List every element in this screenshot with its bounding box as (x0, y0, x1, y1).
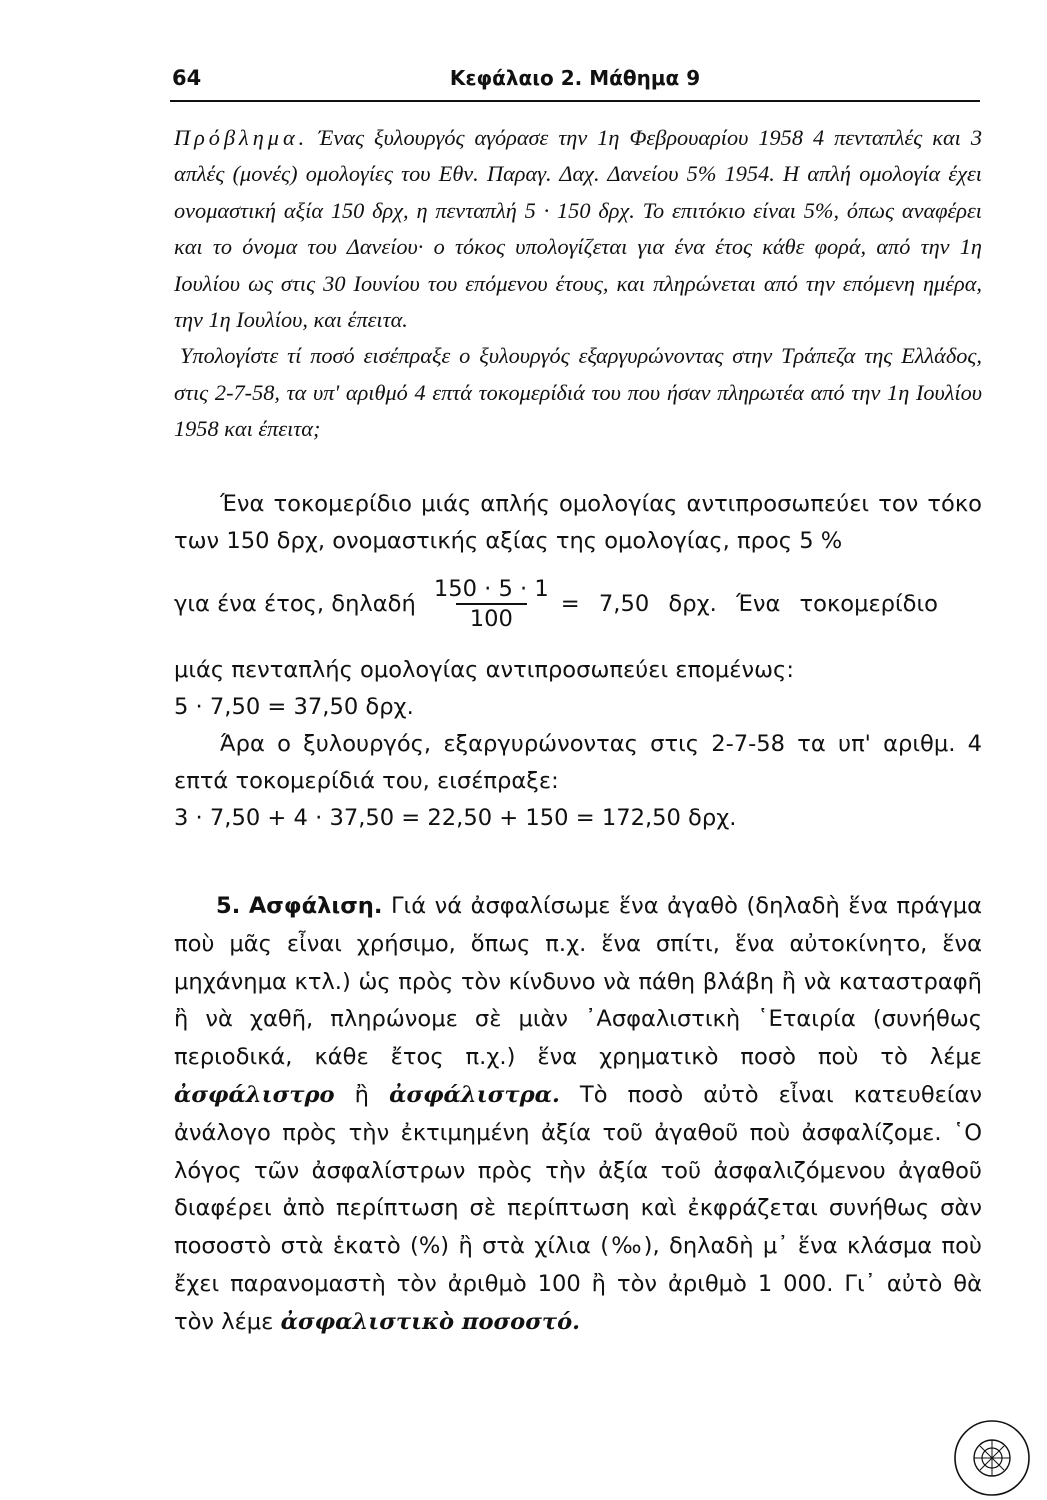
page-number: 64 (172, 66, 202, 90)
fraction-line (174, 556, 982, 652)
fraction (428, 575, 555, 633)
term-asfalistra: ἀσφάλιστρα. (389, 1081, 560, 1108)
fraction-lead-text: για ένα έτος, δηλαδή (174, 590, 416, 617)
running-head: Κεφάλαιο 2. Μάθημα 9 (449, 66, 701, 90)
solution-paragraph-1: Ένα τοκομερίδιο μιάς απλής ομολογίας αντιπροσωπεύει τον τόκο των 150 δρχ, ονομαστικής αξίας της ομολογίας, προς 5 % (174, 491, 982, 554)
section-number: 5. (216, 893, 241, 919)
solution-paragraph-3: Άρα ο ξυλουργός, εξαργυρώνοντας στις 2-7-58 τα υπ' αριθμ. 4 επτά τοκομερίδιά του, εισέπραξε: (174, 731, 982, 794)
page-header (170, 66, 980, 102)
section-5 (174, 888, 982, 1342)
foundation-seal-icon (952, 1418, 1032, 1498)
solution-paragraph-2: μιάς πενταπλής ομολογίας αντιπροσωπεύει επομένως: (174, 657, 794, 683)
fraction-denominator: 100 (456, 603, 527, 633)
section-text-3: Τὸ ποσὸ αὐτὸ εἶναι κατευθείαν ἀνάλογο πρὸς τὴν ἐκτιμημένη ἀξία τοῦ ἀγαθοῦ ποὺ ἀσφαλίζομε. ῾Ο λόγος τῶν ἀσφαλίστρων πρὸς τὴν ἀξία τοῦ ἀσφαλιζόμενου ἀγαθοῦ διαφέρει ἀπὸ περίπτωση σὲ περίπτωση καὶ ἐκφράζεται συνήθως σὰν ποσοστὸ στὰ ἑκατὸ (%) ἢ στὰ χίλια (‰), δηλαδὴ μ᾿ ἕνα κλάσμα ποὺ ἔχει παρανομαστὴ τὸν ἀριθμὸ 100 ἢ τὸν ἀριθμὸ 1 000. Γι᾿ αὐτὸ θὰ τὸν λέμε (174, 1081, 983, 1335)
term-asfalistro: ἀσφάλιστρο (174, 1081, 335, 1108)
problem-label: Πρόβλημα. (174, 125, 309, 150)
term-asfalistiko-pososto: ἀσφαλιστικὸ ποσοστό. (280, 1308, 581, 1335)
problem-question: Υπολογίστε τί ποσό εισέπραξε ο ξυλουργός εξαργυρώνοντας στην Τράπεζα της Ελλάδος, στις 2-7-58, τα υπ' αριθμό 4 επτά τοκομερίδιά του που ήσαν πληρωτέα από την 1η Ιουλίου 1958 και έπειτα; (174, 343, 982, 442)
section-text-2: ἢ (354, 1081, 369, 1108)
problem-block (174, 120, 982, 448)
problem-text: Ένας ξυλουργός αγόρασε την 1η Φεβρουαρίου 1958 4 πενταπλές και 3 απλές (μονές) ομολογίες του Εθν. Παραγ. Δαχ. Δανείου 5% 1954. Η απλή ομολογία έχει ονομαστική αξία 150 δρχ, η πενταπλή 5 · 150 δρχ. Το επιτόκιο είναι 5%, όπως αναφέρει και το όνομα του Δανείου· ο τόκος υπολογίζεται για ένα έτος κάθε φορά, από την 1η Ιουλίου ως στις 30 Ιουνίου του επόμενου έτους, και πληρώνεται από την επόμενη ημέρα, την 1η Ιουλίου, και έπειτα. (174, 125, 983, 333)
section-text-1: Γιά νά ἀσφαλίσωμε ἕνα ἀγαθὸ (δηλαδὴ ἕνα πράγμα ποὺ μᾶς εἶναι χρήσιμο, ὅπως π.χ. ἕνα σπίτι, ἕνα αὐτοκίνητο, ἕνα μηχάνημα κτλ.) ὡς πρὸς τὸν κίνδυνο νὰ πάθη βλάβη ἢ νὰ καταστραφῆ ἢ νὰ χαθῆ, πληρώνομε σὲ μιὰν ᾿Ασφαλιστικὴ ῾Εταιρία (συνήθως περιοδικά, κάθε ἔτος π.χ.) ἕνα χρηματικὸ ποσὸ ποὺ τὸ λέμε (174, 893, 982, 1071)
fraction-numerator: 150 · 5 · 1 (433, 576, 549, 602)
equation-2: 3 · 7,50 + 4 · 37,50 = 22,50 + 150 = 172,50 δρχ. (174, 805, 737, 831)
section-title: Ασφάλιση. (248, 893, 383, 919)
fraction-tail-text: = 7,50 δρχ. Ένα τοκομερίδιο (560, 590, 938, 617)
equation-1: 5 · 7,50 = 37,50 δρχ. (174, 694, 414, 720)
solution-block (174, 486, 982, 837)
